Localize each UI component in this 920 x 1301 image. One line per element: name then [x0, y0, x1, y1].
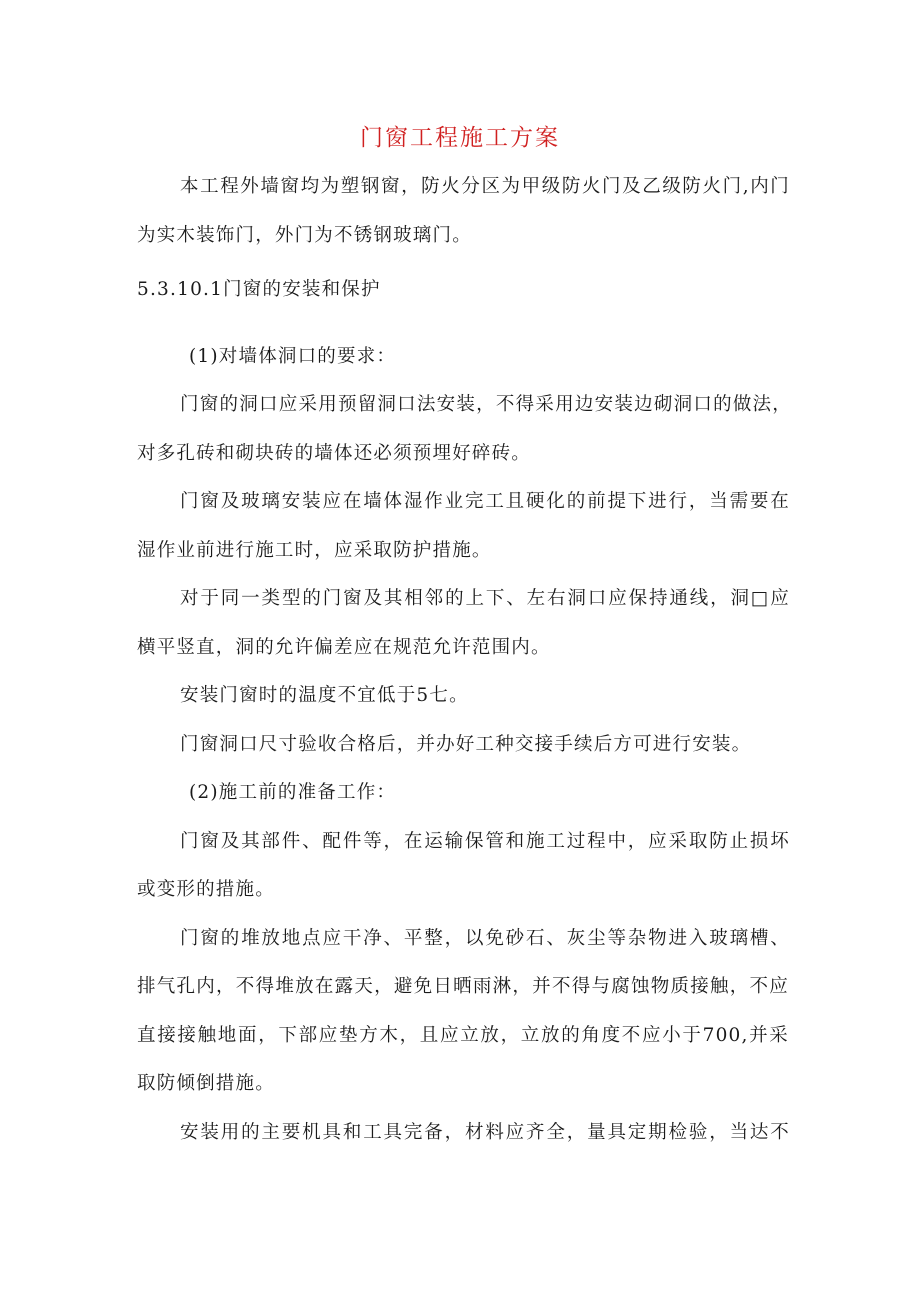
paragraph-line: 门窗及玻璃安装应在墙体湿作业完工且硬化的前提下进行，当需要在 — [180, 491, 790, 512]
paragraph-line: 直接接触地面，下部应垫方木，且应立放，立放的角度不应小于700,并采 — [137, 1025, 789, 1046]
paragraph-line: 湿作业前进行施工时，应采取防护措施。 — [137, 540, 492, 561]
paragraph-line: 横平竖直，洞的允许偏差应在规范允许范围内。 — [137, 637, 551, 658]
section-heading: 5.3.10.1门窗的安装和保护 — [137, 279, 381, 300]
paragraph-line: 安装门窗时的温度不宜低于5七。 — [180, 685, 469, 706]
document-title: 门窗工程施工方案 — [360, 125, 560, 151]
paragraph-line: 对多孔砖和砌块砖的墙体还必须预埋好碎砖。 — [137, 443, 532, 464]
paragraph-line: 或变形的措施。 — [137, 879, 275, 900]
paragraph-line: 取防倾倒措施。 — [137, 1073, 275, 1094]
paragraph-line: 门窗洞口尺寸验收合格后，并办好工种交接手续后方可进行安装。 — [180, 734, 752, 755]
paragraph-line: 排气孔内，不得堆放在露天，避免日晒雨淋，并不得与腐蚀物质接触，不应 — [137, 976, 789, 997]
paragraph-line: 本工程外墙窗均为塑钢窗，防火分区为甲级防火门及乙级防火门,内门 — [180, 176, 790, 197]
paragraph-line: 门窗的洞口应采用预留洞口法安装，不得采用边安装边砌洞口的做法， — [180, 394, 792, 415]
paragraph-line: 安装用的主要机具和工具完备，材料应齐全，量具定期检验，当达不 — [180, 1122, 790, 1143]
paragraph-line: 为实木装饰门，外门为不锈钢玻璃门。 — [137, 225, 472, 246]
paragraph-line: 门窗的堆放地点应干净、平整，以免砂石、灰尘等杂物进入玻璃槽、 — [180, 928, 790, 949]
paragraph-line: 对于同一类型的门窗及其相邻的上下、左右洞口应保持通线，洞□应 — [180, 588, 790, 609]
subsection-heading: (1)对墙体洞口的要求： — [189, 346, 397, 367]
paragraph-line: 门窗及其部件、配件等，在运输保管和施工过程中，应采取防止损坏 — [180, 831, 790, 852]
subsection-heading: (2)施工前的准备工作： — [189, 782, 397, 803]
